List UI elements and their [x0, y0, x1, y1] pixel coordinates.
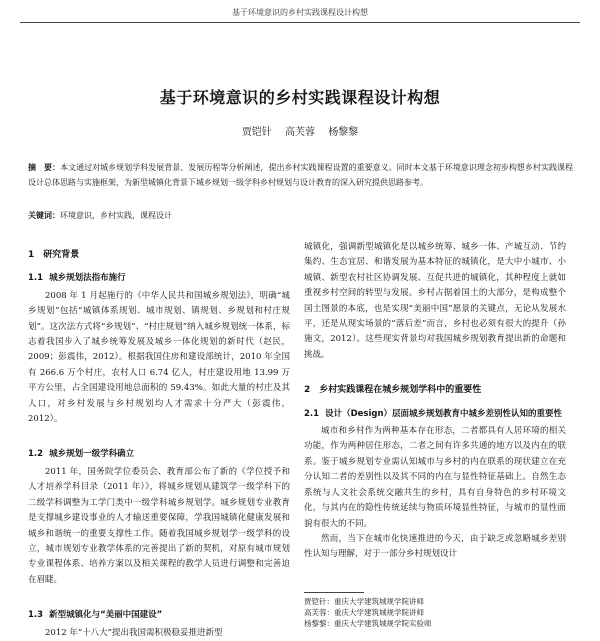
section-1-3-heading [28, 608, 290, 623]
abstract [28, 160, 573, 190]
running-header: 基于环境意识的乡村实践课程设计构想 [232, 8, 368, 17]
paragraph: 2011 年，国务院学位委员会、教育部公布了新的《学位授予和人才培养学科目录（2011 年）》，将城乡规划从建筑学一级学科下的二级学科调整为工学门类中一级学科城乡规划学。城乡规划专业教育是支撑城乡建设事业的人才输送重要保障，学我国城镇化健康发展和城乡和谐统一的重要支撑性工作。随着我国城乡规划学一级学科的设立，城市规划专业教学体系的完善提出了新的契机，对原有城市规划专业课程体系、培养方案以及相关课程的教学人员进行调整和完善迫在眉睫。 [28, 466, 290, 585]
section-1-1-heading [28, 271, 290, 286]
left-column [28, 240, 290, 641]
author-footnotes [304, 596, 566, 629]
section-number: 1.3 [28, 610, 44, 621]
paragraph: 城市和乡村作为两种基本存在形态，二者都具有人居环境的相关功能，作为两种居住形态，二者之间有许多共通的地方以及内在的联系。鉴于城乡规划专业需认知城市与乡村的内在联系的现状建立在充分认知二者的差别性以及其不同的内在与显性特征基础上。自然生态系统与人文社会系统交融共生的乡村，具有自身特色的乡村环境文化，与其内在的隐性传统延续与物质环境显性特征，与城市的显性面貌有很大的不同。 [304, 426, 566, 529]
footnote-author-2: 高芙蓉：重庆大学建筑城规学院讲师 [304, 608, 424, 617]
keywords-label: 关键词： [28, 211, 60, 220]
section-number: 1.1 [28, 273, 44, 284]
paragraph: 2012 年“十八大”提出我国需积极稳妥推进新型 [45, 627, 223, 638]
section-title: 城乡规划一级学科确立 [49, 449, 135, 460]
right-column [304, 240, 566, 563]
author-list [0, 123, 600, 138]
section-1-2-heading [28, 447, 290, 462]
section-title: 新型城镇化与“美丽中国建设” [49, 610, 163, 621]
abstract-text: 本文通过对城乡规划学科发展背景、发展历程等分析阐述，提出乡村实践课程设置的重要意义。同时本文基于环境意识理念初步构想乡村实践课程设计总体思路与实施框架，为新型城镇化背景下城乡规划一级学科乡村规划与设计教育的深入研究提供思路参考。 [28, 163, 573, 187]
section-number: 1.2 [28, 449, 44, 460]
section-number: 2.1 [304, 408, 320, 419]
section-1-heading: 1 研究背景 [28, 250, 80, 260]
paper-title: 基于环境意识的乡村实践课程设计构想 [159, 88, 441, 107]
keywords-text: 环境意识，乡村实践，课程设计 [60, 211, 172, 220]
paragraph: 2008 年 1 月起施行的《中华人民共和国城乡规划法》，明确“城乡规划”包括“城镇体系规划、城市规划、镇规划、乡规划和村庄规划”。这次法方式将“乡规划”、“村庄规划”纳入城乡规划统一体系，标志着我国步入了城乡统筹发展及城乡一体化规划的新时代（赵民，2009；彭震伟，2012）。根据我国住房和建设部统计，2010 年全国有 266.6 万个村庄，农村人口 6.74 亿人，村庄建设用地 13.99 万平方公里，占全国建设用地总面积的 59.43%。如此大量的村庄及其人口，对乡村发展与乡村规划均人才需求十分严大（彭震伟，2012）。 [28, 290, 290, 425]
author-2: 高芙蓉 [285, 127, 315, 138]
footnote-rule [304, 592, 364, 593]
paragraph: 然而，当下在城市化快速推进的今天，由于缺乏或忽略城乡差别性认知与理解，对于一部分乡村规划设计 [304, 533, 566, 560]
section-title: 城乡规划法指布施行 [49, 273, 126, 284]
section-title: 设计（Design）层面城乡规划教育中城乡差别性认知的重要性 [325, 408, 562, 419]
abstract-label: 摘 要： [28, 163, 61, 172]
footnote-author-3: 杨黎黎：重庆大学建筑城规学院实验师 [304, 619, 432, 628]
section-2-heading: 2 乡村实践课程在城乡规划学科中的重要性 [304, 385, 482, 396]
footnote-author-1: 贾铠针：重庆大学建筑城规学院讲师 [304, 597, 424, 606]
author-1: 贾铠针 [241, 127, 272, 138]
paragraph: 城镇化，强调新型城镇化是以城乡统筹、城乡一体、产城互动、节约集约、生态宜居、和谐发展为基本特征的城镇化，是大中小城市、小城镇、新型农村社区协调发展、互促共进的城镇化，其种程度上就如重视乡村空间的转型与发展。乡村占据着国土的大部分，是构成整个国土图景的本底，也是实现“美丽中国”愿景的关键点，无论从发展水平，还是从现实场景的“落后差”而言，乡村也必须有很大的提升（孙施文，2012）。这些现实背景均对我国城乡规划教育提出新的命题和挑战。 [304, 242, 566, 360]
keywords [28, 209, 573, 223]
section-2-1-heading [304, 407, 566, 422]
header-rule [20, 22, 580, 23]
author-3: 杨黎黎 [328, 127, 359, 138]
